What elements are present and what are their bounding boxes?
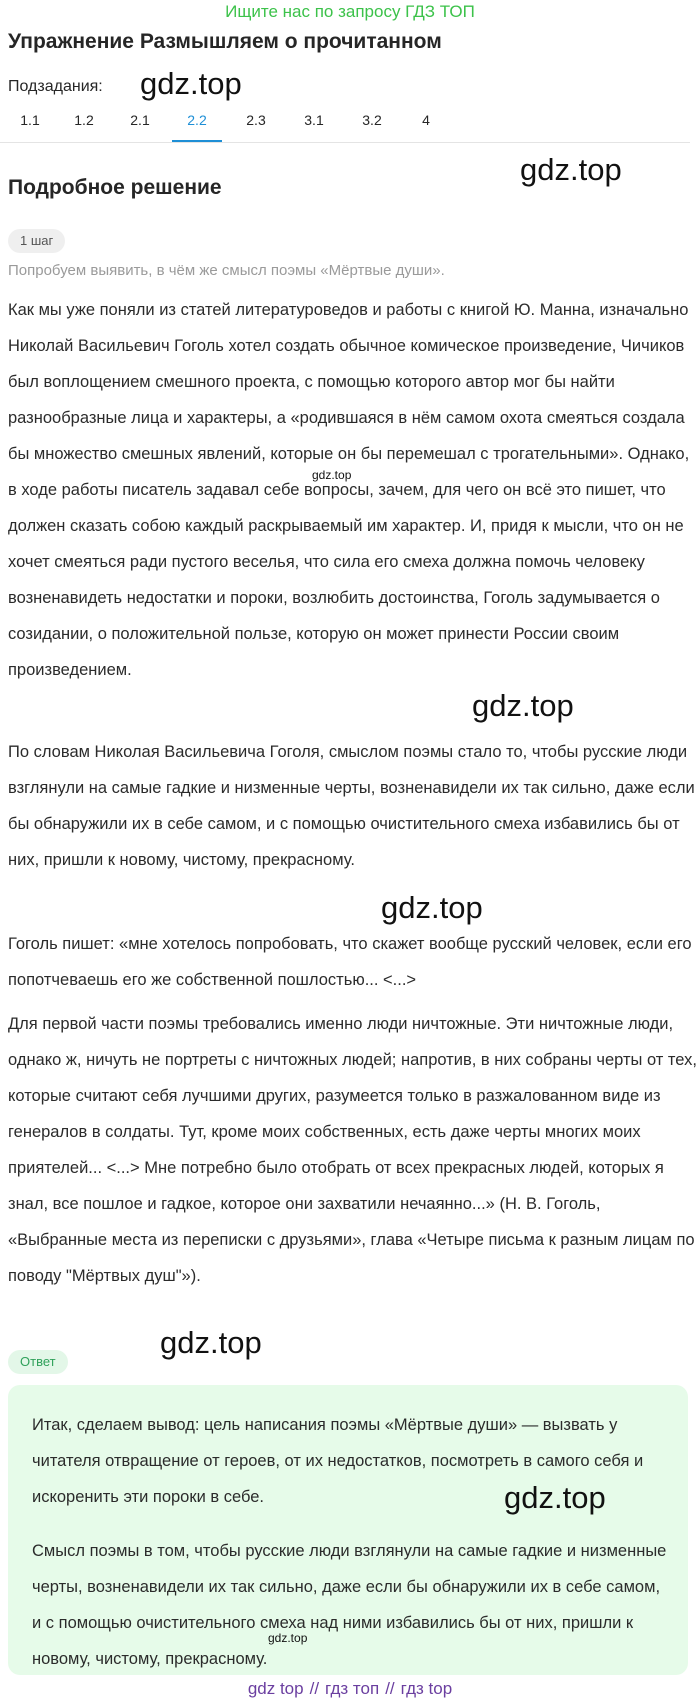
link-separator: //	[309, 1679, 320, 1698]
watermark: gdz.top	[520, 152, 622, 187]
tab-3-2[interactable]: 3.2	[362, 112, 382, 128]
subtasks-label: Подзадания:	[8, 78, 103, 95]
bottom-links	[0, 1676, 700, 1701]
tab-3-1[interactable]: 3.1	[304, 112, 324, 128]
solution-paragraph-1: Как мы уже поняли из статей литературоведов и работы с книгой Ю. Манна, изначально Николай Васильевич Гоголь хотел создать обычное комическое произведение, Чичиков был воплощением смешного проекта, с помощью которого автор мог бы найти разнообразные лица и характеры, а «родившаяся в нём самом охота смеяться создала бы множество смешных явлений, которые он бы перемешал с трогательными». Однако, в ходе работы писатель задавал себе вопросы, зачем, для чего он всё это пишет, что должен сказать собою каждый раскрываемый им характер. И, придя к мысли, что он не хочет смеяться ради пустого веселья, что сила его смеха должна помочь человеку возненавидеть недостатки и пороки, возлюбить достоинства, Гоголь задумывается о созидании, о положительной пользе, которую он может принести России своим произведением.	[8, 301, 690, 679]
watermark: gdz.top	[140, 66, 242, 101]
watermark: gdz.top	[472, 688, 574, 723]
answer-paragraph-1: Итак, сделаем вывод: цель написания поэмы «Мёртвые души» — вызвать у читателя отвращение от героев, от их недостатков, посмотреть в самого себя и искоренить эти пороки в себе.	[32, 1416, 644, 1506]
top-banner[interactable]: Ищите нас по запросу ГДЗ ТОП	[225, 2, 475, 21]
tab-4[interactable]: 4	[422, 112, 430, 128]
bottom-link-gdz-top-mixed[interactable]: гдз top	[400, 1679, 453, 1698]
tab-1-1[interactable]: 1.1	[20, 112, 40, 128]
watermark-small: gdz.top	[312, 468, 352, 482]
subtask-tabs	[0, 104, 690, 143]
tab-2-1[interactable]: 2.1	[130, 112, 150, 128]
page-title: Упражнение Размышляем о прочитанном	[8, 30, 442, 53]
bottom-link-gdz-top-cyrillic[interactable]: гдз топ	[325, 1679, 380, 1698]
tab-1-2[interactable]: 1.2	[74, 112, 94, 128]
watermark: gdz.top	[504, 1480, 606, 1515]
section-title: Подробное решение	[8, 176, 222, 199]
step-badge: 1 шаг	[8, 229, 65, 253]
solution-paragraph-3: Гоголь пишет: «мне хотелось попробовать, что скажет вообще русский человек, если его попотчеваешь его же собственной пошлостью... <...>	[8, 935, 692, 989]
solution-paragraph-2: По словам Николая Васильевича Гоголя, смыслом поэмы стало то, чтобы русские люди взглянули на самые гадкие и низменные черты, возненавидели их так сильно, даже если бы обнаружили их в себе самом, и с помощью очистительного смеха избавились бы от них, пришли к новому, чистому, прекрасному.	[8, 743, 695, 869]
watermark-small: gdz.top	[268, 1631, 308, 1645]
step-hint: Попробуем выявить, в чём же смысл поэмы «Мёртвые души».	[8, 262, 445, 279]
tab-2-2[interactable]: 2.2	[172, 104, 222, 142]
watermark: gdz.top	[381, 890, 483, 925]
solution-paragraph-4: Для первой части поэмы требовались именно люди ничтожные. Эти ничтожные люди, однако ж, ничуть не портреты с ничтожных людей; напротив, в них собраны черты от тех, которые считают себя лучшими других, разумеется только в разжалованном виде из генералов в солдаты. Тут, кроме моих собственных, есть даже черты многих моих приятелей... <...> Мне потребно было отобрать от всех прекрасных людей, которых я знал, все пошлое и гадкое, которое они захватили нечаянно...» (Н. В. Гоголь, «Выбранные места из переписки с друзьями», глава «Четыре письма к разным лицам по поводу "Мёртвых душ"»).	[8, 1015, 697, 1285]
watermark: gdz.top	[160, 1325, 262, 1360]
answer-box	[8, 1385, 688, 1675]
tab-2-3[interactable]: 2.3	[246, 112, 266, 128]
link-separator: //	[385, 1679, 395, 1698]
answer-badge: Ответ	[8, 1350, 68, 1374]
bottom-link-gdz-top[interactable]: gdz top	[247, 1679, 304, 1698]
answer-paragraph-2: Смысл поэмы в том, чтобы русские люди взглянули на самые гадкие и низменные черты, возненавидели их так сильно, даже если бы обнаружили их в себе самом, и с помощью очистительного смеха над ними избавились бы от них, пришли к новому, чистому, прекрасному.	[32, 1542, 667, 1668]
